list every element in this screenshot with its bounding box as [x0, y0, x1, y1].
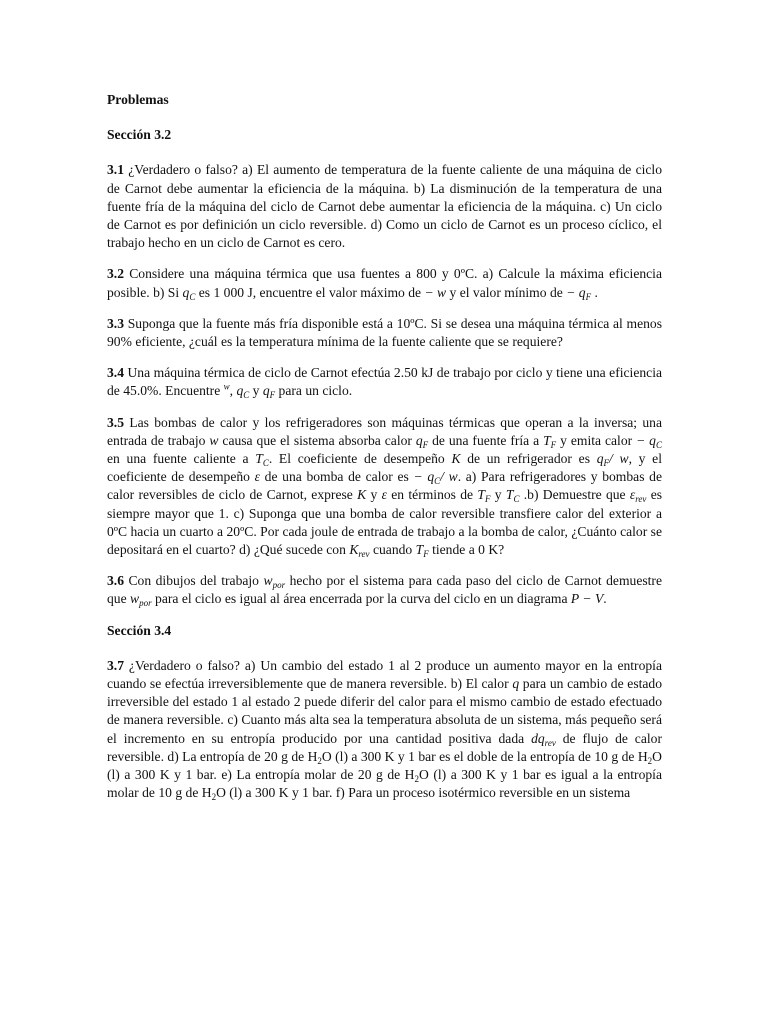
- subscript-2: 2: [647, 755, 653, 766]
- problem-text: Suponga que la fuente más fría disponible está a 10ºC. Si se desea una máquina térmica al menos 90% eficiente, ¿cuál es la temperatura mínima de la fuente caliente que se requiere?: [107, 315, 662, 350]
- problem-text: de un refrigerador es: [460, 451, 597, 467]
- symbol-q: q: [512, 676, 520, 692]
- symbol-w: w: [130, 591, 140, 607]
- symbol-minus-q: − q: [413, 469, 435, 485]
- subscript-C: C: [434, 476, 441, 487]
- problem-number: 3.4: [107, 365, 124, 381]
- problem-number: 3.1: [107, 162, 124, 178]
- problem-text: es 1 000 J, encuentre el valor máximo de: [195, 284, 425, 300]
- problem-number: 3.2: [107, 266, 124, 282]
- subscript-rev: rev: [544, 737, 556, 748]
- symbol-K: K: [357, 487, 367, 503]
- problem-text: ¿Verdadero o falso? a) El aumento de temperatura de la fuente caliente de una máquina de ciclo de Carnot debe aumentar la eficiencia de la máquina. b) La disminución de la temperatura de una fuente fría de la máquina del ciclo de Carnot debe aumentar la eficiencia de la máquina. c) Un ciclo de Carnot es por definición un ciclo reversible. d) Como un ciclo de Carnot es un proceso cíclico, el trabajo hecho en un ciclo de Carnot es cero.: [107, 162, 662, 251]
- problem-number: 3.5: [107, 414, 124, 430]
- subscript-C: C: [262, 458, 269, 469]
- symbol-w: w: [263, 573, 273, 589]
- problem-text: Con dibujos del trabajo: [124, 573, 264, 589]
- problem-text: en una fuente caliente a: [107, 451, 256, 467]
- symbol-T: T: [255, 451, 263, 467]
- problem-text: , y el coeficiente de desempeño: [107, 451, 662, 485]
- symbol-K: K: [349, 542, 359, 558]
- subscript-por: por: [139, 598, 152, 609]
- symbol-q: q: [262, 383, 270, 399]
- problem-text: causa que el sistema absorba calor: [218, 432, 416, 448]
- section-heading-3-4: Sección 3.4: [107, 622, 172, 638]
- problem-text: y: [490, 487, 506, 503]
- problem-number: 3.3: [107, 315, 124, 331]
- subscript-por: por: [272, 580, 286, 591]
- problem-text: de flujo de calor reversible. d) La entropía de 20 g de H: [107, 730, 662, 764]
- symbol-epsilon: ε: [381, 487, 387, 503]
- problem-text: ,: [229, 383, 237, 399]
- subscript-2: 2: [317, 755, 322, 766]
- subscript-C: C: [655, 439, 662, 450]
- symbol-q: q: [236, 383, 244, 399]
- problem-text: ¿Verdadero o falso? a) Un cambio del estado 1 al 2 produce un aumento mayor en la entropía cuando se efectúa irreversiblemente que de manera reversible. b) El calor: [107, 657, 662, 692]
- problem-text: de una fuente fría a: [428, 432, 544, 448]
- problem-text: Una máquina térmica de ciclo de Carnot efectúa 2.50 kJ de trabajo por ciclo y tiene una eficiencia de 45.0%. Encuentre: [107, 365, 662, 399]
- symbol-T: T: [543, 432, 551, 448]
- problem-text: hecho por el sistema para cada paso del ciclo de Carnot demuestre que: [107, 573, 662, 607]
- problem-number: 3.6: [107, 573, 124, 589]
- problem-text: O (l) a 300 K y 1 bar es el doble de la entropía de 10 g de H: [321, 748, 648, 764]
- symbol-minus-q: − q: [566, 284, 586, 300]
- problem-3-4: [107, 364, 662, 400]
- subscript-rev: rev: [358, 549, 370, 560]
- symbol-w: w: [223, 381, 230, 392]
- symbol-minus-q: − q: [636, 432, 656, 448]
- symbol-slash-w: / w: [440, 469, 458, 485]
- problem-text: O (l) a 300 K y 1 bar es igual a la entropía molar de 10 g de H: [107, 767, 662, 801]
- subscript-F: F: [603, 458, 609, 469]
- problem-text: O (l) a 300 K y 1 bar. f) Para un proceso isotérmico reversible en un sistema: [216, 785, 631, 801]
- doc-title: Problemas: [107, 92, 169, 107]
- problem-text: .: [603, 591, 607, 607]
- symbol-q: q: [415, 432, 423, 448]
- subscript-C: C: [243, 390, 250, 401]
- symbol-slash-w: / w: [609, 451, 629, 467]
- problem-text: para el ciclo es igual al área encerrada por la curva del ciclo en un diagrama: [151, 591, 571, 607]
- subscript-C: C: [513, 494, 520, 505]
- symbol-K: K: [451, 451, 461, 467]
- problem-text: para un ciclo.: [275, 383, 353, 399]
- symbol-P-V: P − V: [570, 591, 604, 607]
- symbol-epsilon: ε: [629, 487, 636, 503]
- subscript-C: C: [189, 291, 196, 302]
- problem-3-3: [107, 315, 662, 351]
- symbol-w: w: [209, 432, 219, 448]
- problem-text: para un cambio de estado irreversible del estado 1 al estado 2 puede diferir del calor para el mismo cambio de estado efectuado de manera reversible. c) Cuanto más alta sea la temperatura absoluta de un sistema, más pequeño será el incremento en su entropía producido por una cantidad positiva dada: [107, 676, 663, 746]
- subscript-2: 2: [414, 774, 419, 785]
- problem-3-5: [107, 414, 662, 560]
- subscript-rev: rev: [635, 494, 647, 505]
- subscript-F: F: [423, 549, 429, 560]
- subscript-F: F: [269, 390, 276, 401]
- problem-text: Las bombas de calor y los refrigeradores son máquinas térmicas que operan a la inversa; una entrada de trabajo: [107, 414, 662, 448]
- problem-text: es siempre mayor que 1. c) Suponga que una bomba de calor reversible transfiere calor del exterior a 0ºC hacia un cuarto a 20ºC. Por cada joule de entrada de trabajo a la bomba de calor, ¿Cuánto calor se depositará en el cuarto? d) ¿Qué sucede con: [107, 487, 663, 558]
- problem-text: tiende a 0 K?: [428, 542, 505, 558]
- problem-text: Considere una máquina térmica que usa fuentes a 800 y 0ºC. a) Calcule la máxima eficiencia posible. b) Si: [107, 266, 662, 300]
- symbol-T: T: [415, 542, 424, 558]
- problem-text: .b) Demuestre que: [519, 487, 630, 503]
- problem-text: y emita calor: [556, 432, 637, 448]
- problem-3-7: [107, 657, 662, 803]
- subscript-F: F: [550, 439, 557, 450]
- problem-text: de una bomba de calor es: [259, 469, 414, 485]
- problem-text: . a) Para refrigeradores y bombas de calor reversibles de ciclo de Carnot, exprese: [107, 469, 662, 503]
- problem-text: . El coeficiente de desempeño: [268, 451, 452, 467]
- problem-text: cuando: [369, 542, 416, 558]
- symbol-T: T: [477, 487, 485, 503]
- subscript-F: F: [422, 439, 429, 450]
- problem-text: y: [249, 383, 263, 399]
- symbol-q: q: [596, 451, 604, 467]
- problem-text: y el valor mínimo de: [446, 284, 567, 300]
- subscript-F: F: [484, 494, 491, 505]
- symbol-q: q: [182, 284, 190, 300]
- problem-3-2: [107, 265, 662, 301]
- problem-text: en términos de: [386, 487, 478, 503]
- problem-text: y: [366, 487, 382, 503]
- symbol-T: T: [505, 487, 514, 503]
- symbol-dq: dq: [531, 730, 545, 746]
- subscript-2: 2: [211, 792, 217, 803]
- problem-3-1: [107, 161, 662, 252]
- section-heading-3-2: Sección 3.2: [107, 127, 172, 143]
- problem-text: .: [591, 284, 598, 300]
- problem-text: O (l) a 300 K y 1 bar. e) La entropía molar de 20 g de H: [107, 748, 662, 783]
- problem-3-6: [107, 572, 662, 608]
- document-body: [107, 91, 662, 816]
- problem-number: 3.7: [107, 657, 124, 673]
- subscript-F: F: [585, 291, 592, 302]
- symbol-minus-w: − w: [424, 284, 447, 300]
- symbol-epsilon: ε: [254, 469, 260, 485]
